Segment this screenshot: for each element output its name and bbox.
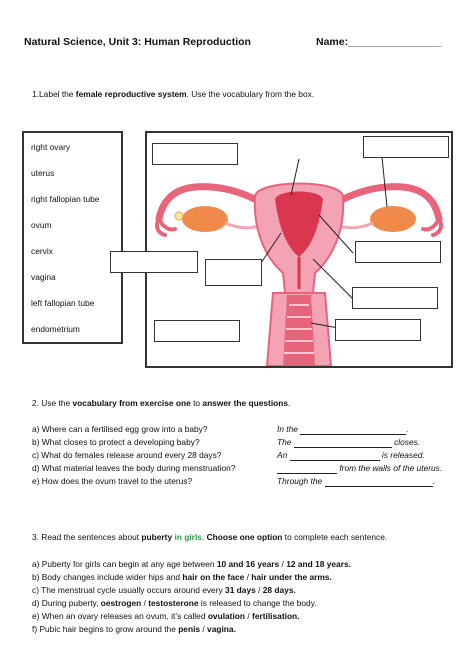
vocab-cervix: cervix	[31, 246, 53, 256]
vocab-vagina: vagina	[31, 272, 56, 282]
answer-e-blank[interactable]	[325, 477, 433, 487]
exercise-1-instruction: 1.Label the female reproductive system. Use the vocabulary from the box.	[32, 89, 315, 99]
label-box-4[interactable]	[355, 241, 441, 263]
sentence-e: e) When an ovary releases an ovum, it’s called ovulation / fertilisation.	[32, 611, 300, 621]
vocabulary-box	[22, 131, 123, 344]
answer-a-blank[interactable]	[300, 425, 406, 435]
option-b2[interactable]: hair under the arms.	[251, 572, 332, 582]
exercise-2-instruction: 2. Use the vocabulary from exercise one to answer the questions.	[32, 398, 291, 408]
answer-b-blank[interactable]	[294, 438, 392, 448]
question-e: e) How does the ovum travel to the uterus?	[32, 476, 193, 486]
ovum-icon	[175, 212, 183, 220]
page-title: Natural Science, Unit 3: Human Reproduction	[24, 36, 251, 48]
sentence-a: a) Puberty for girls can begin at any age between 10 and 16 years / 12 and 18 years.	[32, 559, 351, 569]
answer-c[interactable]: An is released.	[277, 450, 425, 460]
sentence-b: b) Body changes include wider hips and hair on the face / hair under the arms.	[32, 572, 332, 582]
label-box-5[interactable]	[352, 287, 438, 309]
label-box-3[interactable]	[205, 259, 262, 286]
option-d1[interactable]: oestrogen	[100, 598, 142, 608]
label-box-1[interactable]	[152, 143, 238, 165]
answer-e[interactable]: Through the .	[277, 476, 435, 486]
answer-d-blank[interactable]	[277, 464, 337, 474]
answer-c-blank[interactable]	[290, 451, 380, 461]
reproductive-system-diagram	[145, 131, 453, 368]
label-box-8[interactable]	[110, 251, 198, 273]
label-box-2[interactable]	[363, 136, 449, 158]
option-c2[interactable]: 28 days.	[262, 585, 296, 595]
vocab-ovum: ovum	[31, 220, 52, 230]
label-box-7[interactable]	[335, 319, 421, 341]
answer-d[interactable]: from the walls of the uterus.	[277, 463, 442, 474]
vocab-left-fallopian-tube: left fallopian tube	[31, 298, 95, 308]
option-f2[interactable]: vagina.	[207, 624, 236, 634]
option-f1[interactable]: penis	[178, 624, 201, 634]
exercise-1-number: 1.	[32, 89, 39, 99]
option-d2[interactable]: testosterone	[148, 598, 199, 608]
question-b: b) What closes to protect a developing baby?	[32, 437, 200, 447]
sentence-c: c) The menstrual cycle usually occurs around every 31 days / 28 days.	[32, 585, 296, 595]
vocab-uterus: uterus	[31, 168, 55, 178]
answer-a[interactable]: In the .	[277, 424, 409, 434]
sentence-f: f) Pubic hair begins to grow around the penis / vagina.	[32, 624, 236, 634]
exercise-3-instruction: 3. Read the sentences about puberty in girls. Choose one option to complete each sentence.	[32, 532, 388, 542]
option-b1[interactable]: hair on the face	[182, 572, 245, 582]
option-c1[interactable]: 31 days	[225, 585, 256, 595]
vocab-right-fallopian-tube: right fallopian tube	[31, 194, 100, 204]
option-a1[interactable]: 10 and 16 years	[216, 559, 280, 569]
question-d: d) What material leaves the body during menstruation?	[32, 463, 236, 473]
vocab-right-ovary: right ovary	[31, 142, 71, 152]
answer-b[interactable]: The closes.	[277, 437, 421, 447]
sentence-d: d) During puberty, oestrogen / testosterone is released to change the body.	[32, 598, 317, 608]
name-field[interactable]: Name:________________	[316, 36, 442, 48]
question-c: c) What do females release around every 28 days?	[32, 450, 222, 460]
label-box-6[interactable]	[154, 320, 240, 342]
option-e2[interactable]: fertilisation.	[252, 611, 300, 621]
question-a: a) Where can a fertilised egg grow into a baby?	[32, 424, 208, 434]
option-e1[interactable]: ovulation	[207, 611, 246, 621]
option-a2[interactable]: 12 and 18 years.	[286, 559, 351, 569]
vocab-endometrium: endometrium	[31, 324, 80, 334]
